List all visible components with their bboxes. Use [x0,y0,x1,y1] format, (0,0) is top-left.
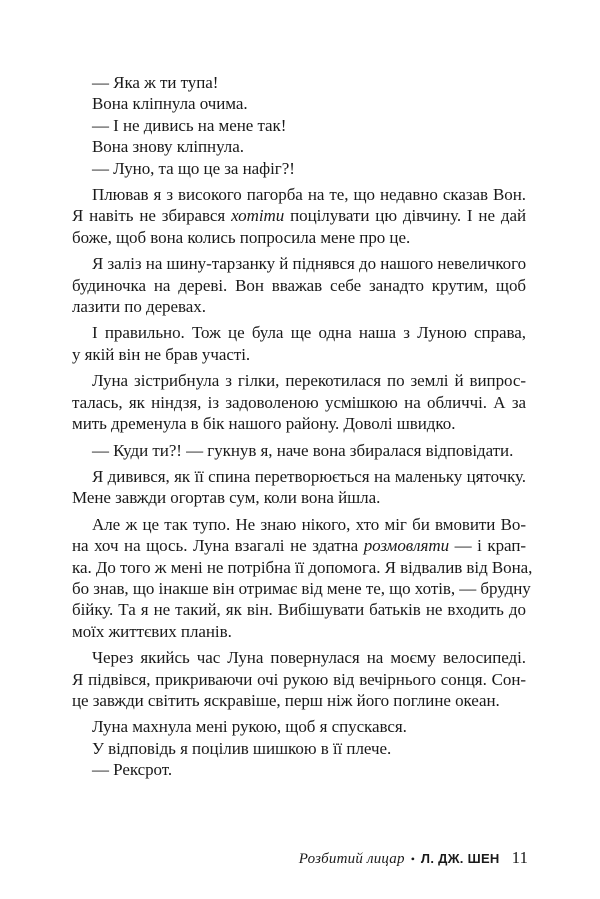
paragraph [72,253,526,317]
footer-separator: • [410,852,415,866]
text-line: будиночка на дереві. Вон вважав себе занадто крутим, щоб [72,275,526,295]
text-line: — Рексрот. [92,760,173,780]
running-head-title: Розбитий лицар [298,851,405,867]
paragraph [72,759,526,780]
text-line: Вона кліпнула очима. [92,94,248,114]
paragraph [72,647,526,711]
text-line: І правильно. Тож це була ще одна наша з Луною справа, [92,323,526,343]
paragraph [72,466,526,509]
text-line: Луна махнула мені рукою, щоб я спускався. [92,717,407,737]
page-number: 11 [511,848,528,867]
text-line [72,205,526,226]
paragraph [72,158,526,179]
running-head-author: Л. ДЖ. ШЕН [420,851,500,866]
paragraph [72,514,533,642]
page-footer [299,849,528,868]
text-line [72,535,526,556]
text-line: — Луно, та що це за нафіг?! [92,158,295,178]
text-line: Вона знову кліпнула. [92,137,244,157]
text-line: — Куди ти?! — гукнув я, наче вона збиралася відповідати. [92,440,514,460]
paragraph [72,72,526,93]
paragraph [72,370,526,434]
text-line: Через якийсь час Луна повернулася на моєму велосипеді. [92,648,526,668]
text-segment: поцілувати цю дівчину. І не дай [284,206,526,226]
text-line: боже, щоб вона колись попросила мене про це. [72,227,411,247]
text-line: ка. До того ж мені не потрібна її допомога. Я відвалив від Вона, [72,557,533,577]
text-line: бо знав, що інакше він отримає від мене те, що хотів, — брудну [72,578,531,598]
text-line: це завжди світить яскравіше, перш ніж його поглине океан. [72,690,500,710]
paragraph [72,136,526,157]
text-line: Але ж це так тупо. Не знаю нікого, хто міг би вмовити Во- [92,514,526,534]
text-line: Я підвівся, прикриваючи очі рукою від вечірнього сонця. Сон- [72,669,526,689]
text-segment: — і крап- [449,536,526,556]
text-line: лазити по деревах. [72,297,206,317]
text-line: — Яка ж ти тупа! [92,73,219,92]
text-line: бійку. Та я не такий, як він. Вибішувати батьків не входить до [72,600,526,620]
paragraph [72,738,526,759]
book-page-body [72,72,533,781]
text-line: Плював я з високого пагорба на те, що недавно сказав Вон. [92,185,526,205]
paragraph [72,93,526,114]
text-segment: на хоч на щось. Луна взагалі не здатна [72,536,364,556]
paragraph [72,115,526,136]
text-line: У відповідь я поцілив шишкою в її плече. [92,738,392,758]
text-line: Луна зістрибнула з гілки, перекотилася по землі й випрос- [92,371,526,391]
text-segment: Я навіть не збирався [72,206,232,226]
text-line: Мене завжди огортав сум, коли вона йшла. [72,488,381,508]
text-line: — І не дивись на мене так! [92,115,287,135]
paragraph [72,440,526,461]
text-line: Я дивився, як її спина перетворюється на маленьку цяточку. [92,466,526,486]
text-line: талась, як ніндзя, із задоволеною усмішкою на обличчі. А за [72,392,526,412]
paragraph [72,184,526,248]
text-line: Я заліз на шину-тарзанку й піднявся до нашого невеличкого [92,254,527,274]
emphasis-text: розмовляти [363,536,450,556]
text-line: у якій він не брав участі. [72,344,251,364]
text-line: моїх життєвих планів. [72,621,232,641]
text-line: мить дременула в бік нашого району. Доволі швидко. [72,414,456,434]
paragraph [72,322,526,365]
emphasis-text: хотіти [231,206,285,226]
paragraph [72,716,526,737]
